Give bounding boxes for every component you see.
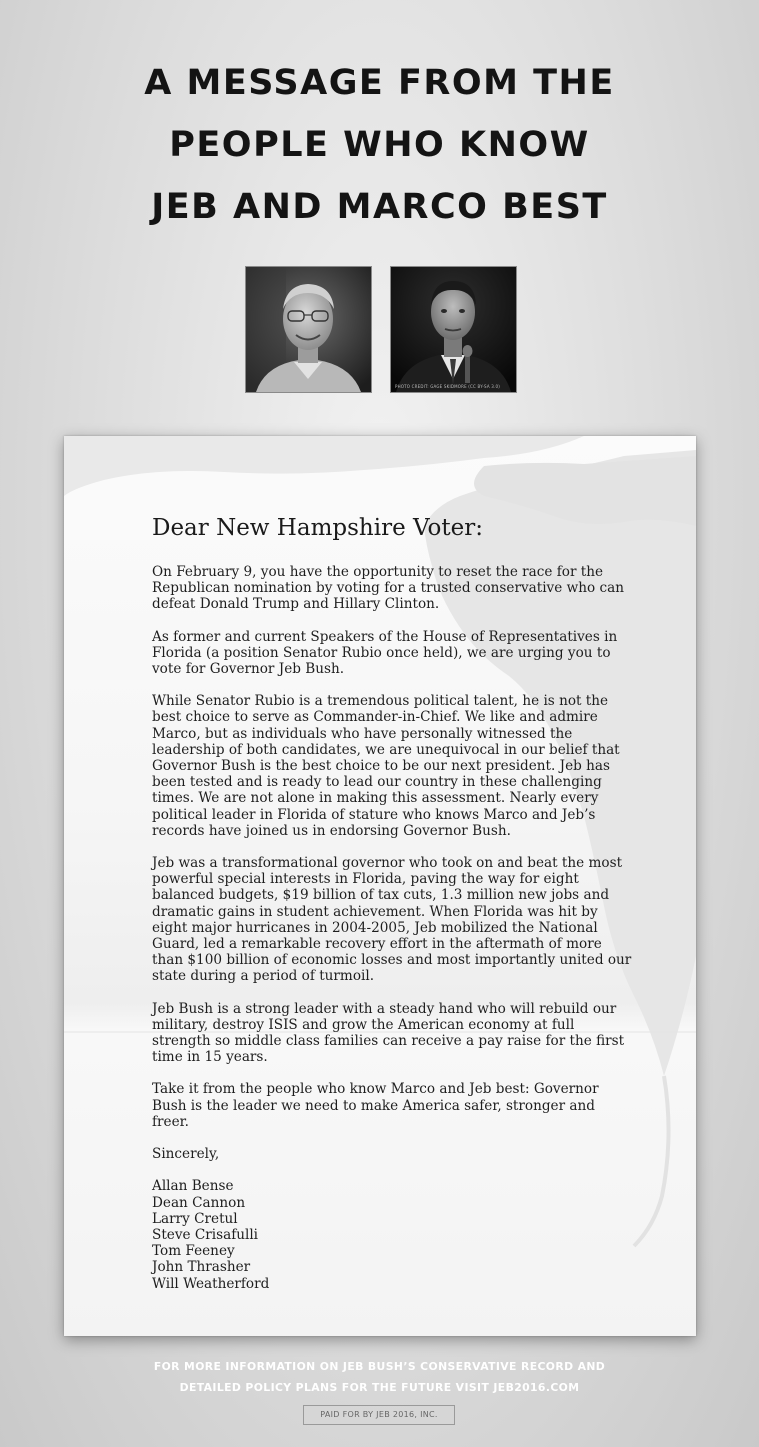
marco-rubio-photo [390, 266, 517, 393]
signer-name: Tom Feeney [152, 1243, 235, 1260]
headline [0, 52, 759, 238]
footer-info-line-2: DETAILED POLICY PLANS FOR THE FUTURE VISIT JEB2016.COM [179, 1381, 580, 1394]
footer-info-line-1: FOR MORE INFORMATION ON JEB BUSH’S CONSERVATIVE RECORD AND [153, 1360, 606, 1373]
signer-name: Allan Bense [152, 1178, 234, 1195]
letter-paragraph-5: Jeb Bush is a strong leader with a steady hand who will rebuild our military, destroy ISIS and grow the American economy at full strength so middle class families can receive a pay raise for the first time in 15 years. [152, 1000, 625, 1066]
letter-paper [64, 436, 696, 1336]
jeb-bush-photo [245, 266, 372, 393]
letter-closing: Sincerely, [152, 1146, 220, 1163]
headline-line-3: JEB AND MARCO BEST [151, 187, 608, 227]
letter-paragraph-2: As former and current Speakers of the House of Representatives in Florida (a position Senator Rubio once held), we are urging you to vote for Governor Jeb Bush. [152, 628, 618, 678]
footer-info [0, 1356, 759, 1398]
signer-name: Will Weatherford [152, 1275, 270, 1292]
photo-credit: PHOTO CREDIT: GAGE SKIDMORE (CC BY-SA 3.0) [395, 384, 500, 389]
signer-name: John Thrasher [152, 1259, 251, 1276]
letter-paragraph-3: While Senator Rubio is a tremendous political talent, he is not the best choice to serve as Commander-in-Chief. We like and admire Marco, but as individuals who have personally witnessed the leadership of both candidates, we are unequivocal in our belief that Governor Bush is the best choice to be our next president. Jeb has been tested and is ready to lead our country in these challenging times. We are not alone in making this assessment. Nearly every political leader in Florida of stature who knows Marco and Jeb’s records have joined us in endorsing Governor Bush. [152, 693, 620, 839]
letter-body [152, 514, 632, 1292]
letter-paragraph-6: Take it from the people who know Marco and Jeb best: Governor Bush is the leader we need to make America safer, stronger and freer. [152, 1081, 599, 1130]
signer-name: Dean Cannon [152, 1194, 246, 1211]
salutation: Dear New Hampshire Voter: [152, 515, 483, 541]
paid-for-disclaimer: PAID FOR BY JEB 2016, INC. [303, 1405, 455, 1425]
jeb-bush-portrait-image [246, 267, 371, 392]
signer-name: Larry Cretul [152, 1210, 238, 1227]
signer-name: Steve Crisafulli [152, 1226, 259, 1243]
headline-line-2: PEOPLE WHO KNOW [169, 125, 590, 165]
marco-rubio-portrait-image [391, 267, 516, 392]
letter-paragraph-4: Jeb was a transformational governor who took on and beat the most powerful special interests in Florida, paving the way for eight balanced budgets, $19 billion of tax cuts, 1.3 million new jobs and dramatic gains in student achievement. When Florida was hit by eight major hurricanes in 2004-2005, Jeb mobilized the National Guard, led a remarkable recovery effort in the aftermath of more than $100 billion of economic losses and most importantly united our state during a period of turmoil. [152, 855, 632, 985]
letter-paragraph-1: On February 9, you have the opportunity to reset the race for the Republican nomination by voting for a trusted conservative who can defeat Donald Trump and Hillary Clinton. [152, 564, 624, 613]
signers-list [152, 1178, 632, 1291]
headline-line-1: A MESSAGE FROM THE [144, 63, 615, 103]
